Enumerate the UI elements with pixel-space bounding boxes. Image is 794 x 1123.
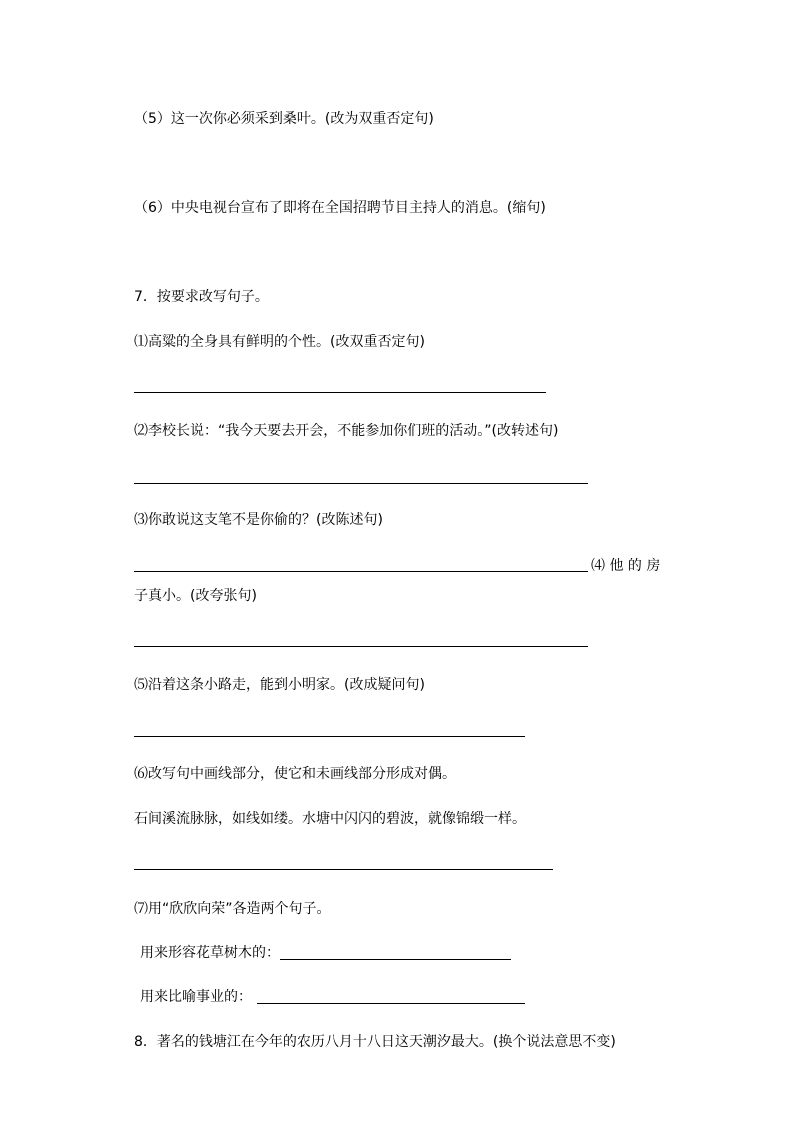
- question-6: （6）中央电视台宣布了即将在全国招聘节目主持人的消息。(缩句): [134, 200, 546, 216]
- question-7-4-end: 子真小。(改夸张句): [134, 588, 257, 604]
- question-7-7: ⑺用“欣欣向荣”各造两个句子。: [134, 901, 331, 917]
- question-5: （5）这一次你必须采到桑叶。(改为双重否定句): [134, 111, 434, 127]
- question-7-4-start: ⑷ 他 的 房: [591, 558, 661, 574]
- question-7-3: ⑶你敢说这支笔不是你偷的？(改陈述句): [134, 512, 383, 528]
- question-7-6-sentence: 石间溪流脉脉，如线如缕。水塘中闪闪的碧波，就像锦缎一样。: [134, 811, 526, 827]
- question-8: 8．著名的钱塘江在今年的农历八月十八日这天潮汐最大。(换个说法意思不变): [134, 1034, 616, 1050]
- answer-line-7-7-a[interactable]: [280, 959, 511, 960]
- question-7-title: 7．按要求改写句子。: [134, 289, 269, 305]
- answer-line-7-5[interactable]: [134, 736, 525, 737]
- answer-line-7-1[interactable]: [134, 392, 546, 393]
- question-7-5: ⑸沿着这条小路走，能到小明家。(改成疑问句): [134, 677, 425, 693]
- question-7-7-b-label: 用来比喻事业的：: [140, 989, 252, 1005]
- question-7-2: ⑵李校长说：“我今天要去开会，不能参加你们班的活动。”(改转述句): [134, 423, 559, 439]
- question-7-6: ⑹改写句中画线部分，使它和未画线部分形成对偶。: [134, 766, 456, 782]
- question-7-7-a-label: 用来形容花草树木的：: [140, 945, 280, 961]
- answer-line-7-4[interactable]: [134, 646, 588, 647]
- answer-line-7-7-b[interactable]: [257, 1003, 525, 1004]
- answer-line-7-2[interactable]: [134, 483, 588, 484]
- answer-line-7-3[interactable]: [134, 571, 588, 572]
- question-7-1: ⑴高粱的全身具有鲜明的个性。(改双重否定句): [134, 334, 425, 350]
- answer-line-7-6[interactable]: [134, 869, 553, 870]
